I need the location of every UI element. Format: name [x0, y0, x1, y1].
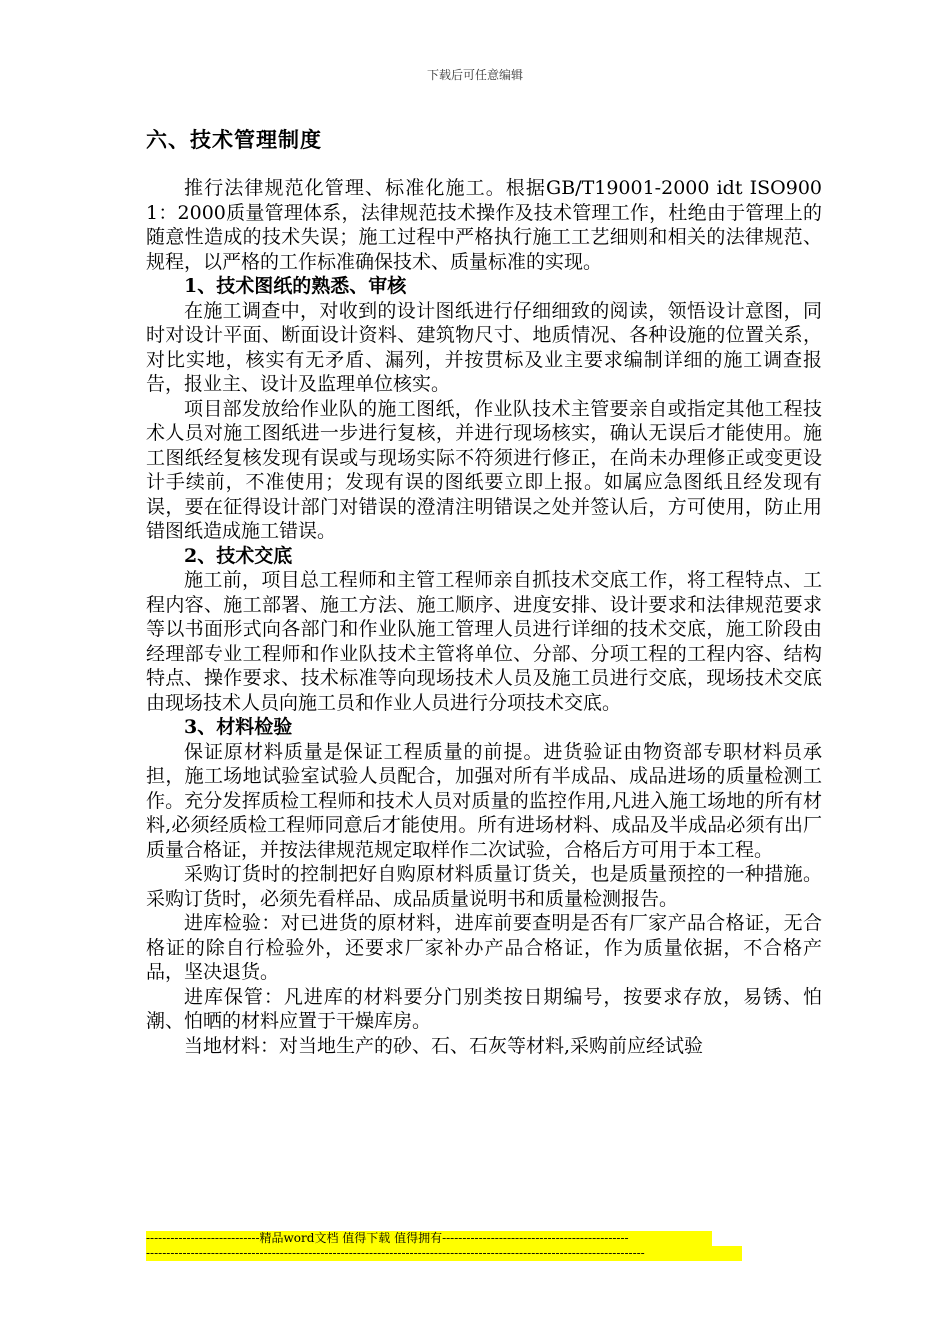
paragraph-survey: 在施工调查中，对收到的设计图纸进行仔细细致的阅读，领悟设计意图，同时对设计平面、断面设计资料、建筑物尺寸、地质情况、各种设施的位置关系，对比实地，核实有无矛盾、漏列，并按贯标及业主要求编制详细的施工调查报告，报业主、设计及监理单位核实。 — [146, 299, 822, 395]
paragraph-drawing-check: 项目部发放给作业队的施工图纸，作业队技术主管要亲自或指定其他工程技术人员对施工图纸进一步进行复核，并进行现场核实，确认无误后才能使用。施工图纸经复核发现有误或与现场实际不符须进行修正，在尚未办理修正或变更设计手续前，不准使用；发现有误的图纸要立即上报。如属应急图纸且经发现有误，要在征得设计部门对错误的澄清注明错误之处并签认后，方可使用，防止用错图纸造成施工错误。 — [146, 397, 822, 542]
footer-line-2: --------------------------------------------------------------------------------------------------------------------------- — [146, 1246, 742, 1261]
paragraph-local-materials: 当地材料：对当地生产的砂、石、石灰等材料,采购前应经试验 — [184, 1034, 704, 1057]
heading-material-inspection: 3、材料检验 — [184, 716, 293, 738]
paragraph-warehouse-inspection: 进库检验：对已进货的原材料，进库前要查明是否有厂家产品合格证，无合格证的除自行检验外，还要求厂家补办产品合格证，作为质量依据，不合格产品，坚决退货。 — [146, 912, 822, 983]
paragraph-material-quality: 保证原材料质量是保证工程质量的前提。进货验证由物资部专职材料员承担，施工场地试验室试验人员配合，加强对所有半成品、成品进场的质量检测工作。充分发挥质检工程师和技术人员对质量的监控作用,凡进入施工场地的所有材料,必须经质检工程师同意后才能使用。所有进场材料、成品及半成品必须有出厂质量合格证，并按法律规范规定取样作二次试验，合格后方可用于本工程。 — [146, 740, 822, 861]
header-note: 下载后可任意编辑 — [426, 68, 523, 82]
document-body — [146, 176, 822, 1058]
footer-banner — [146, 1231, 742, 1261]
heading-technical-briefing: 2、技术交底 — [184, 544, 293, 567]
paragraph-warehouse-storage: 进库保管：凡进库的材料要分门别类按日期编号，按要求存放，易锈、怕潮、怕晒的材料应置于干燥库房。 — [146, 985, 822, 1032]
footer-line-1: ----------------------------精品word文档 值得下载 值得拥有---------------------------------------------- — [146, 1231, 712, 1246]
section-title: 六、技术管理制度 — [146, 127, 322, 152]
heading-drawing-review: 1、技术图纸的熟悉、审核 — [184, 275, 407, 297]
paragraph-intro: 推行法律规范化管理、标准化施工。根据GB/T19001-2000 idt ISO9001：2000质量管理体系，法律规范技术操作及技术管理工作，杜绝由于管理上的随意性造成的技术失误；施工过程中严格执行施工工艺细则和相关的法律规范、规程，以严格的工作标准确保技术、质量标准的实现。 — [146, 177, 822, 273]
paragraph-procurement: 采购订货时的控制把好自购原材料质量订货关，也是质量预控的一种措施。采购订货时，必须先看样品、成品质量说明书和质量检测报告。 — [146, 863, 822, 910]
paragraph-briefing: 施工前，项目总工程师和主管工程师亲自抓技术交底工作，将工程特点、工程内容、施工部署、施工方法、施工顺序、进度安排、设计要求和法律规范要求等以书面形式向各部门和作业队施工管理人员进行详细的技术交底，施工阶段由经理部专业工程师和作业队技术主管将单位、分部、分项工程的工程内容、结构特点、操作要求、技术标准等向现场技术人员及施工员进行交底，现场技术交底由现场技术人员向施工员和作业人员进行分项技术交底。 — [146, 569, 822, 714]
